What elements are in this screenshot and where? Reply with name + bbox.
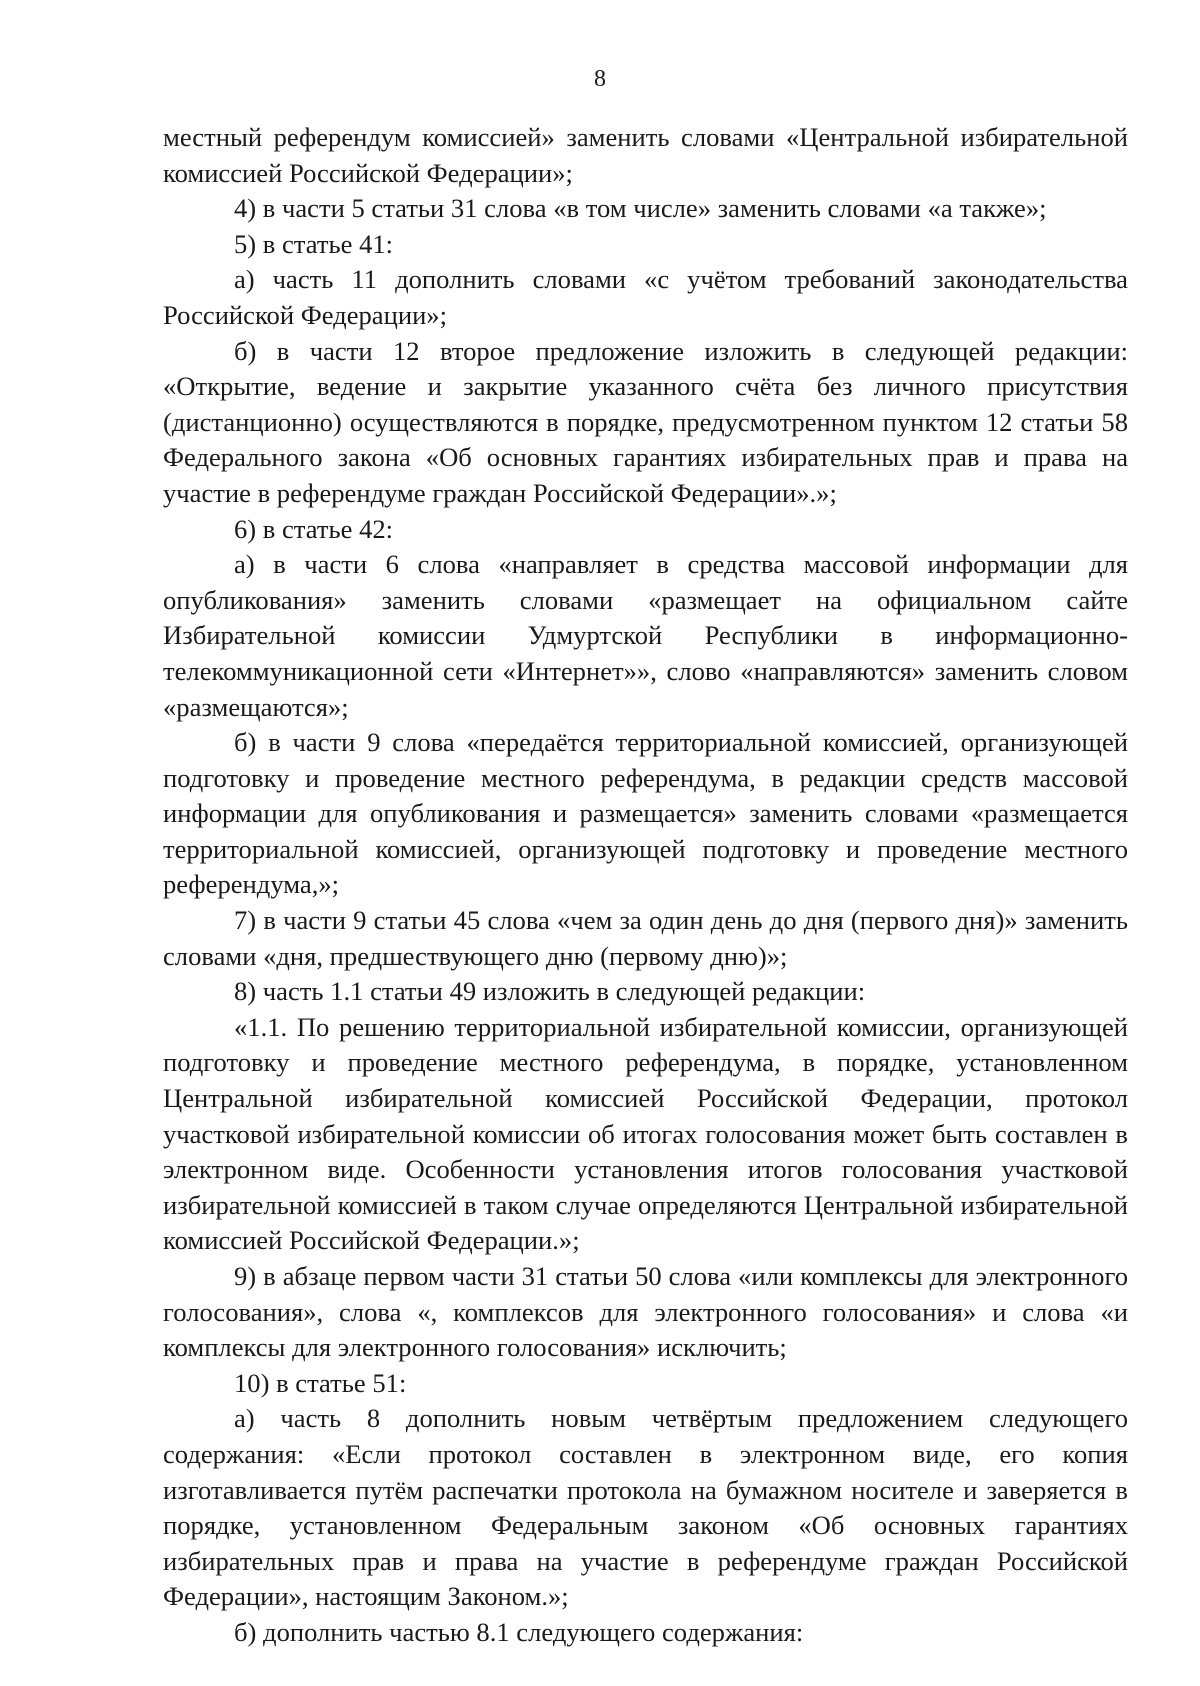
paragraph-continuation: местный референдум комиссией» заменить словами «Центральной избирательной комиссией Российской Федерации»; bbox=[163, 122, 1128, 188]
paragraph-item-4: 4) в части 5 статьи 31 слова «в том числе» заменить словами «а также»; bbox=[234, 193, 1047, 224]
paragraph-item-6a: а) в части 6 слова «направляет в средства массовой информации для опубликования» заменить словами «размещает на официальном сайте Избирательной комиссии Удмуртской Республики в информационно-телекоммуникационной сети «Интернет»», слово «направляются» заменить словом «размещаются»; bbox=[163, 549, 1128, 722]
paragraph-item-5a: а) часть 11 дополнить словами «с учётом требований законодательства Российской Федерации»; bbox=[163, 264, 1128, 330]
page-number: 8 bbox=[594, 66, 606, 92]
paragraph-item-8-text: «1.1. По решению территориальной избирательной комиссии, организующей подготовку и проведение местного референдума, в порядке, установленном Центральной избирательной комиссией Российской Федерации, протокол участковой избирательной комиссии об итогах голосования может быть составлен в электронном виде. Особенности установления итогов голосования участковой избирательной комиссией в таком случае определяются Центральной избирательной комиссией Российской Федерации.»; bbox=[163, 1011, 1128, 1256]
paragraph-item-10: 10) в статье 51: bbox=[234, 1367, 407, 1398]
paragraph-item-10b: б) дополнить частью 8.1 следующего содержания: bbox=[234, 1616, 804, 1647]
paragraph-item-6: 6) в статье 42: bbox=[234, 513, 394, 544]
paragraph-item-7: 7) в части 9 статьи 45 слова «чем за один день до дня (первого дня)» заменить словами «дня, предшествующего дню (первому дню)»; bbox=[163, 905, 1128, 971]
paragraph-item-6b: б) в части 9 слова «передаётся территориальной комиссией, организующей подготовку и проведение местного референдума, в редакции средств массовой информации для опубликования и размещается» заменить словами «размещается территориальной комиссией, организующей подготовку и проведение местного референдума,»; bbox=[163, 727, 1128, 900]
paragraph-item-5: 5) в статье 41: bbox=[234, 228, 394, 259]
paragraph-item-8: 8) часть 1.1 статьи 49 изложить в следующей редакции: bbox=[234, 976, 866, 1007]
document-body bbox=[163, 120, 1128, 1651]
paragraph-item-9: 9) в абзаце первом части 31 статьи 50 слова «или комплексы для электронного голосования», слова «, комплексов для электронного голосования» и слова «и комплексы для электронного голосования» исключить; bbox=[163, 1261, 1128, 1363]
paragraph-item-10a: а) часть 8 дополнить новым четвёртым предложением следующего содержания: «Если протокол составлен в электронном виде, его копия изготавливается путём распечатки протокола на бумажном носителе и заверяется в порядке, установленном Федеральным законом «Об основных гарантиях избирательных прав и права на участие в референдуме граждан Российской Федерации», настоящим Законом.»; bbox=[163, 1403, 1128, 1612]
paragraph-item-5b: б) в части 12 второе предложение изложить в следующей редакции: «Открытие, ведение и закрытие указанного счёта без личного присутствия (дистанционно) осуществляются в порядке, предусмотренном пунктом 12 статьи 58 Федерального закона «Об основных гарантиях избирательных прав и права на участие в референдуме граждан Российской Федерации».»; bbox=[163, 335, 1128, 508]
